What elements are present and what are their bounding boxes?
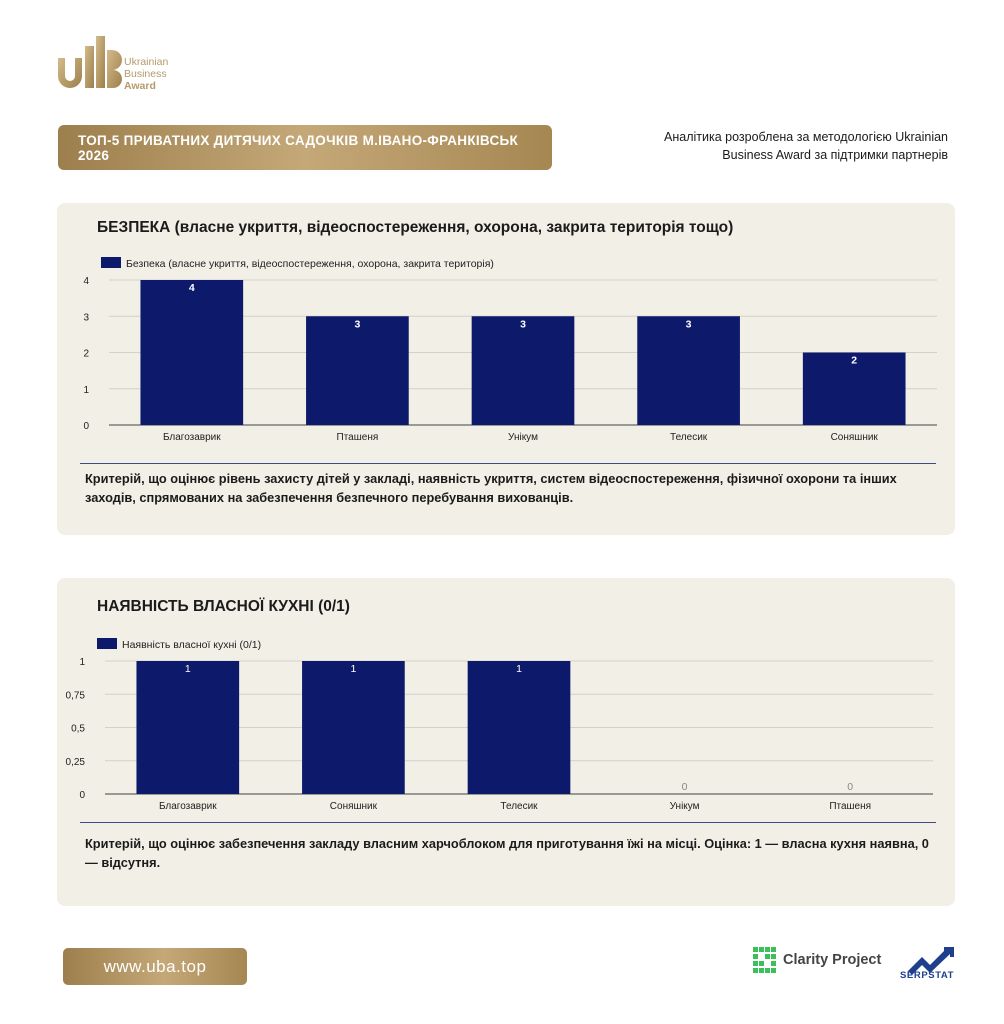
- bar: [472, 316, 575, 425]
- clarity-grid-icon: [753, 947, 777, 973]
- logo-line-2: Business: [124, 68, 167, 80]
- logo-line-3: Award: [124, 80, 156, 92]
- data-label: 3: [520, 318, 526, 331]
- y-tick-label: 0,75: [65, 690, 85, 702]
- chart-panel-kitchen: [57, 578, 955, 906]
- y-tick-label: 1: [83, 384, 89, 396]
- y-tick-label: 0,5: [71, 723, 85, 735]
- header-title: ТОП-5 ПРИВАТНИХ ДИТЯЧИХ САДОЧКІВ М.ІВАНО-ФРАНКІВСЬК 2026: [78, 132, 519, 163]
- data-label: 0: [847, 781, 854, 793]
- x-tick-label: Телесик: [670, 432, 708, 443]
- header-title-banner: [58, 125, 552, 170]
- data-label: 1: [184, 663, 191, 675]
- x-tick-label: Пташеня: [336, 432, 379, 443]
- data-label: 2: [851, 354, 858, 367]
- bar: [302, 661, 405, 794]
- x-tick-label: Унікум: [669, 801, 700, 812]
- clarity-project-text: Clarity Project: [783, 952, 882, 968]
- x-tick-label: Благозаврик: [162, 432, 221, 443]
- clarity-project-logo: [753, 947, 881, 973]
- logo-text: [124, 56, 168, 92]
- x-tick-label: Пташеня: [829, 801, 872, 812]
- legend-label: Безпека (власне укриття, відеоспостереження, охорона, закрита територія): [126, 258, 494, 270]
- y-tick-label: 1: [79, 657, 85, 668]
- y-tick-label: 0: [83, 421, 89, 432]
- bar-chart-kitchen: [57, 578, 955, 818]
- bar: [637, 316, 740, 425]
- chart-description: Критерій, що оцінює рівень захисту дітей у закладі, наявність укриття, систем відеоспостереження, фізичної охорони та інших заходів, спрямованих на забезпечення безпечного перебування вихованців.: [85, 471, 897, 505]
- legend-label: Наявність власної кухні (0/1): [122, 639, 262, 651]
- data-label: 1: [516, 663, 522, 675]
- chart-panel-safety: [57, 203, 955, 535]
- chart-title: БЕЗПЕКА (власне укриття, відеоспостереження, охорона, закрита територія тощо): [97, 219, 734, 236]
- y-tick-label: 3: [83, 312, 89, 324]
- data-label: 0: [681, 781, 688, 793]
- y-tick-label: 4: [83, 276, 89, 287]
- data-label: 3: [685, 318, 692, 331]
- chart-title: НАЯВНІСТЬ ВЛАСНОЇ КУХНІ (0/1): [97, 598, 350, 615]
- y-tick-label: 0: [79, 790, 85, 801]
- serpstat-text: SERPSTAT: [900, 970, 955, 981]
- legend-swatch: [101, 257, 121, 268]
- x-tick-label: Унікум: [508, 432, 538, 443]
- header-note: Аналітика розроблена за методологією Ukrainian Business Award за підтримки партнерів: [664, 130, 948, 162]
- x-tick-label: Соняшник: [329, 801, 378, 812]
- data-label: 1: [350, 663, 357, 675]
- bar: [306, 316, 409, 425]
- bar: [140, 280, 243, 425]
- bar-chart-safety: [57, 203, 955, 453]
- logo-line-1: Ukrainian: [124, 56, 169, 68]
- bar: [136, 661, 239, 794]
- data-label: 3: [354, 318, 361, 331]
- footer-url[interactable]: www.uba.top: [103, 956, 207, 976]
- divider: [80, 463, 936, 464]
- y-tick-label: 2: [83, 348, 89, 360]
- footer-url-banner[interactable]: [63, 948, 247, 985]
- divider: [80, 822, 936, 823]
- data-label: 4: [188, 282, 195, 294]
- y-tick-label: 0,25: [65, 756, 85, 768]
- x-tick-label: Телесик: [500, 801, 538, 812]
- chart-description: Критерій, що оцінює забезпечення закладу власним харчоблоком для приготування їжі на місці. Оцінка: 1 — власна кухня наявна, 0 — відсутня.: [85, 836, 929, 870]
- bar: [468, 661, 571, 794]
- x-tick-label: Соняшник: [830, 432, 878, 443]
- legend-swatch: [97, 638, 117, 649]
- x-tick-label: Благозаврик: [158, 801, 217, 812]
